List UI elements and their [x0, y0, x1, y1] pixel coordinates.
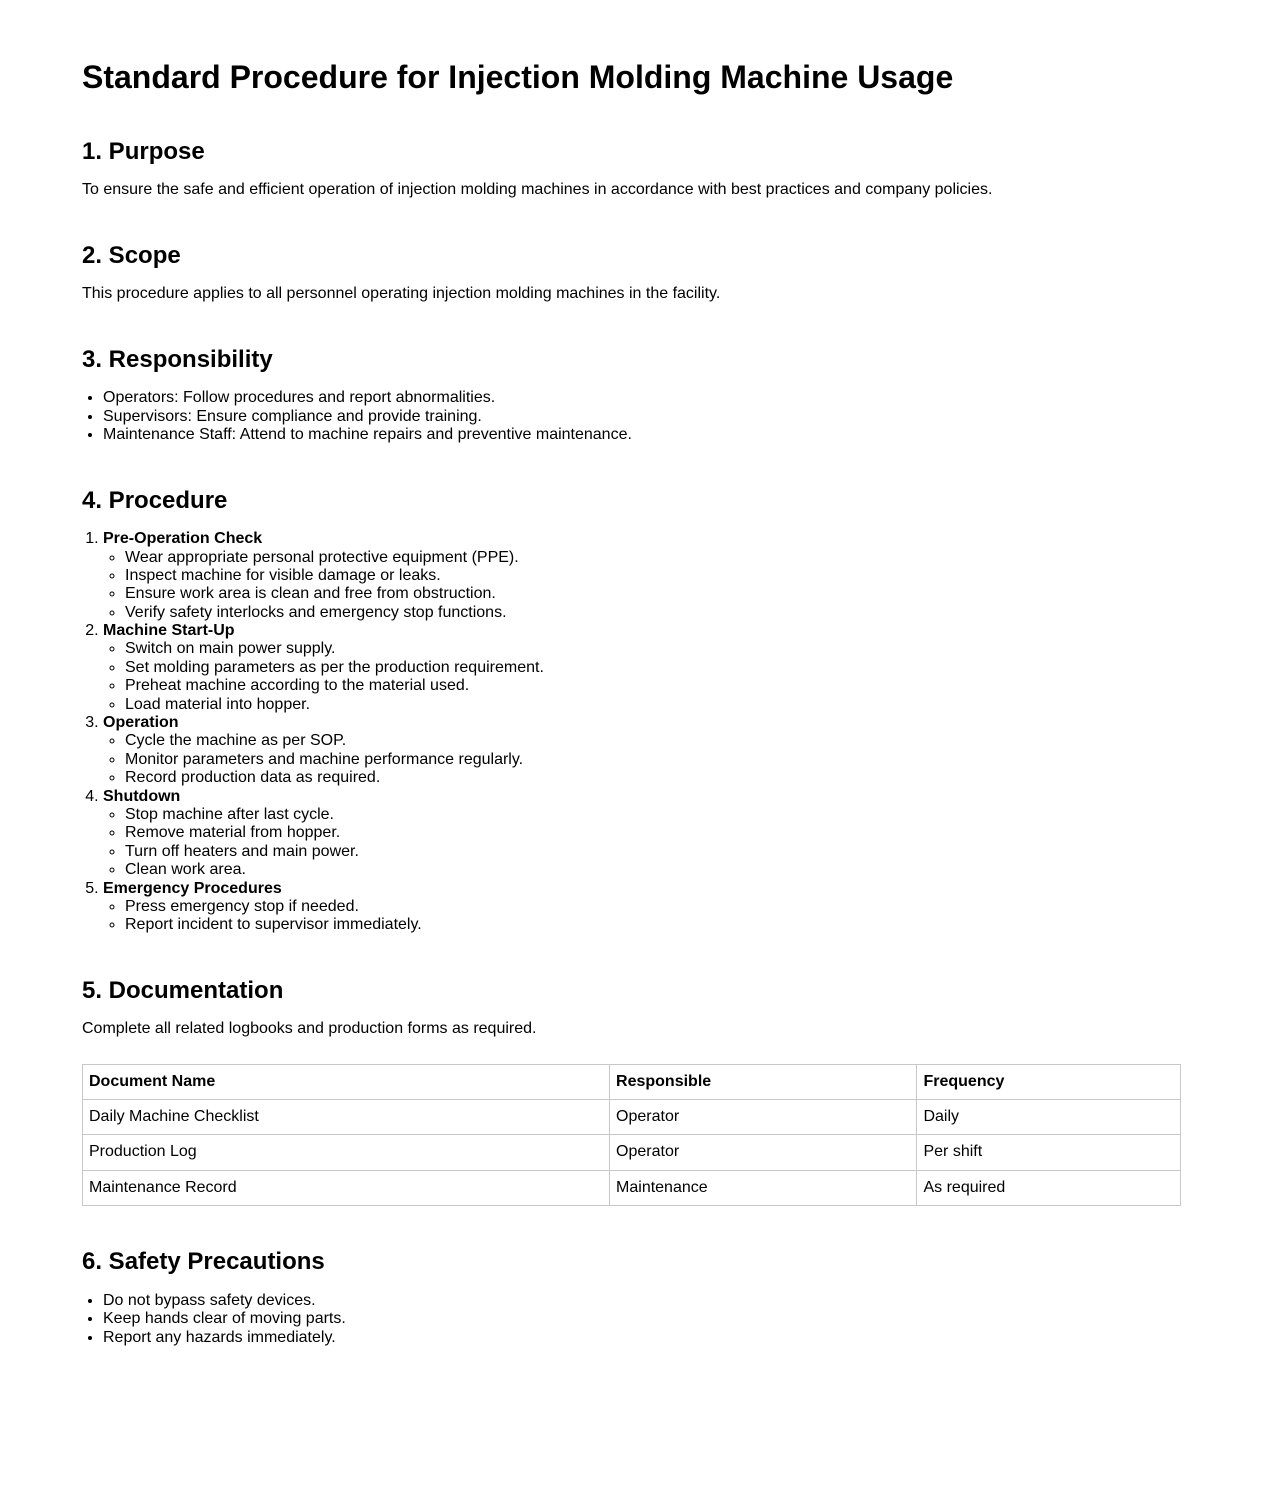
substep-list — [103, 640, 1181, 714]
documentation-heading: 5. Documentation — [82, 976, 284, 1004]
scope-body: This procedure applies to all personnel operating injection molding machines in the facility. — [82, 285, 721, 303]
purpose-heading: 1. Purpose — [82, 137, 205, 165]
list-item: • Keep hands clear of moving parts. — [103, 1310, 1181, 1328]
safety-heading: 6. Safety Precautions — [82, 1248, 325, 1276]
substep: ◦ Cycle the machine as per SOP. — [125, 732, 1181, 750]
documentation-table — [82, 1064, 1181, 1207]
procedure-step — [103, 880, 1181, 935]
list-item: • Supervisors: Ensure compliance and provide training. — [103, 408, 1181, 426]
substep: ◦ Press emergency stop if needed. — [125, 898, 1181, 916]
list-item: • Report any hazards immediately. — [103, 1329, 1181, 1347]
list-item: • Do not bypass safety devices. — [103, 1292, 1181, 1310]
scope-heading: 2. Scope — [82, 241, 181, 269]
substep: ◦ Turn off heaters and main power. — [125, 843, 1181, 861]
procedure-step — [103, 622, 1181, 714]
substep-list — [103, 898, 1181, 935]
table-cell: Maintenance Record — [83, 1170, 610, 1205]
substep: ◦ Switch on main power supply. — [125, 640, 1181, 658]
step-title: Operation — [103, 714, 179, 732]
step-title: Pre-Operation Check — [103, 530, 263, 548]
section-scope — [82, 242, 1181, 304]
table-cell: Maintenance — [610, 1170, 917, 1205]
procedure-step — [103, 530, 1181, 622]
substep: ◦ Clean work area. — [125, 861, 1181, 879]
table-cell: Operator — [610, 1100, 917, 1135]
table-cell: As required — [917, 1170, 1181, 1205]
table-cell: Daily — [917, 1100, 1181, 1135]
table-row — [83, 1135, 1181, 1170]
table-row — [83, 1100, 1181, 1135]
substep-list — [103, 806, 1181, 880]
step-title: Shutdown — [103, 787, 181, 805]
document-title: Standard Procedure for Injection Molding Machine Usage — [82, 59, 954, 95]
section-procedure — [82, 487, 1181, 935]
substep-list — [103, 549, 1181, 623]
purpose-body: To ensure the safe and efficient operation of injection molding machines in accordance with best practices and company policies. — [82, 181, 993, 199]
step-title: Machine Start-Up — [103, 622, 235, 640]
table-header-cell: Frequency — [917, 1064, 1181, 1099]
table-cell: Per shift — [917, 1135, 1181, 1170]
table-row — [83, 1170, 1181, 1205]
list-item: • Operators: Follow procedures and report abnormalities. — [103, 389, 1181, 407]
section-responsibility — [82, 346, 1181, 445]
documentation-body: Complete all related logbooks and production forms as required. — [82, 1020, 537, 1038]
table-header-row — [83, 1064, 1181, 1099]
substep: ◦ Verify safety interlocks and emergency stop functions. — [125, 604, 1181, 622]
section-documentation — [82, 977, 1181, 1207]
substep-list — [103, 732, 1181, 787]
substep: ◦ Set molding parameters as per the production requirement. — [125, 659, 1181, 677]
section-purpose — [82, 138, 1181, 200]
procedure-heading: 4. Procedure — [82, 486, 228, 514]
table-header-cell: Document Name — [83, 1064, 610, 1099]
list-item: • Maintenance Staff: Attend to machine repairs and preventive maintenance. — [103, 426, 1181, 444]
substep: ◦ Ensure work area is clean and free from obstruction. — [125, 585, 1181, 603]
procedure-step — [103, 714, 1181, 788]
substep: ◦ Monitor parameters and machine performance regularly. — [125, 751, 1181, 769]
substep: ◦ Remove material from hopper. — [125, 824, 1181, 842]
substep: ◦ Wear appropriate personal protective equipment (PPE). — [125, 549, 1181, 567]
section-safety-precautions — [82, 1248, 1181, 1347]
substep: ◦ Load material into hopper. — [125, 696, 1181, 714]
procedure-step — [103, 788, 1181, 880]
substep: ◦ Preheat machine according to the material used. — [125, 677, 1181, 695]
table-cell: Daily Machine Checklist — [83, 1100, 610, 1135]
table-cell: Operator — [610, 1135, 917, 1170]
procedure-steps — [82, 530, 1181, 935]
substep: ◦ Record production data as required. — [125, 769, 1181, 787]
table-cell: Production Log — [83, 1135, 610, 1170]
safety-list — [82, 1292, 1181, 1347]
substep: ◦ Report incident to supervisor immediately. — [125, 916, 1181, 934]
substep: ◦ Inspect machine for visible damage or leaks. — [125, 567, 1181, 585]
step-title: Emergency Procedures — [103, 879, 282, 897]
responsibility-heading: 3. Responsibility — [82, 345, 273, 373]
table-header-cell: Responsible — [610, 1064, 917, 1099]
responsibility-list — [82, 389, 1181, 444]
substep: ◦ Stop machine after last cycle. — [125, 806, 1181, 824]
